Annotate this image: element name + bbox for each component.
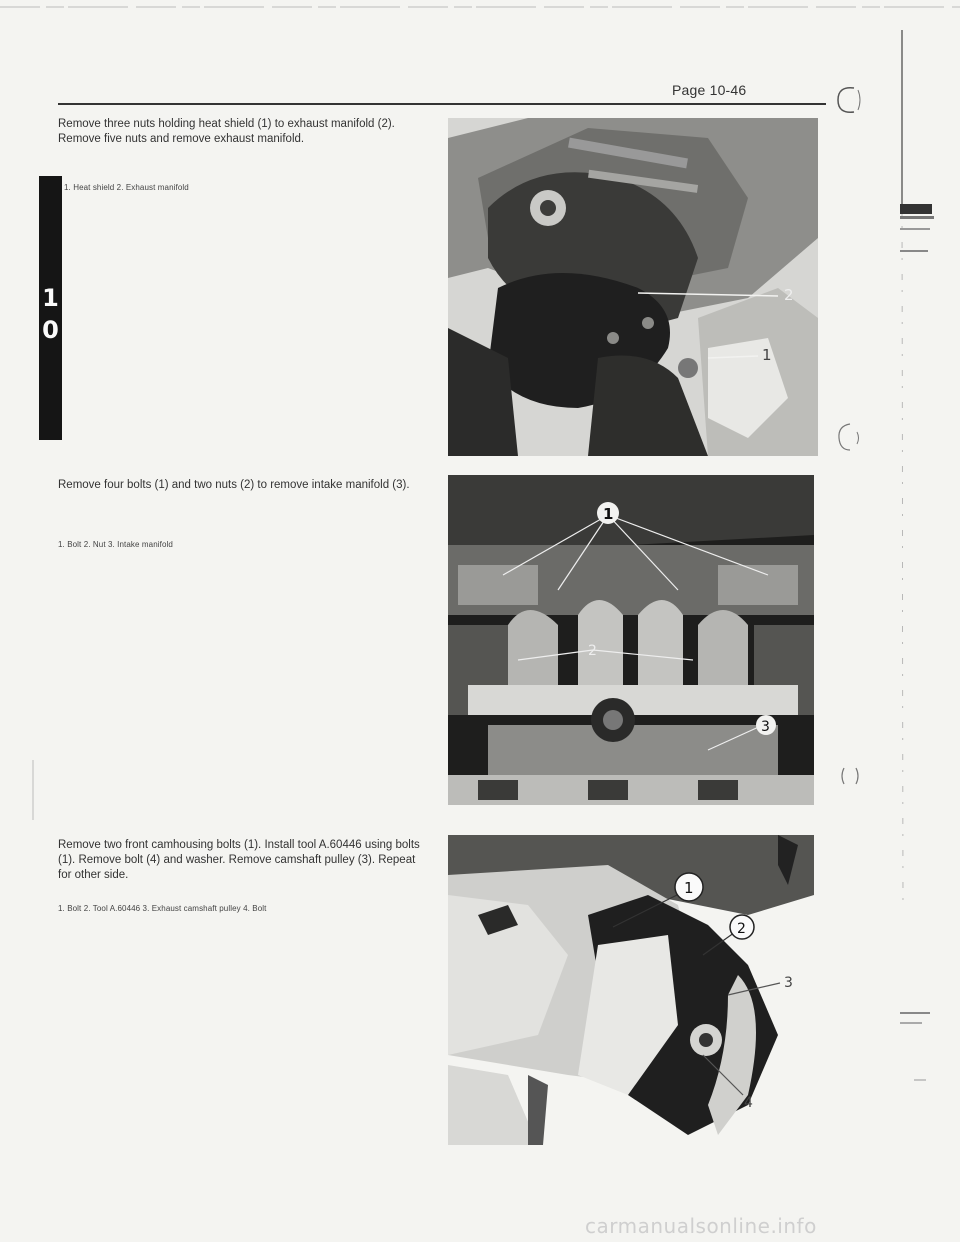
scan-edge-artifacts: [28, 760, 38, 840]
step-caption: 1. Bolt 2. Tool A.60446 3. Exhaust camshaft pulley 4. Bolt: [58, 904, 267, 913]
photo-label: 2: [784, 286, 794, 304]
page-number: Page 10-46: [672, 82, 747, 98]
section-tab-digit: 1: [42, 284, 59, 312]
photo-label: 4: [744, 1095, 753, 1111]
step-instruction: Remove four bolts (1) and two nuts (2) to remove intake manifold (3).: [58, 479, 410, 491]
intake-manifold-photo: [448, 475, 814, 805]
scan-edge-noise: [0, 2, 960, 12]
binding-hole-icon: [828, 80, 868, 120]
binding-hole-icon: [830, 756, 870, 796]
camshaft-pulley-photo: [448, 835, 814, 1145]
photo-label: 1: [684, 879, 694, 897]
photo-label: 3: [761, 719, 770, 735]
step-caption: 1. Bolt 2. Nut 3. Intake manifold: [58, 540, 173, 549]
header-rule: [58, 103, 826, 105]
step-instruction: Remove three nuts holding heat shield (1) to exhaust manifold (2). Remove five nuts and remove exhaust manifold.: [58, 118, 395, 145]
photo-label: 1: [603, 505, 614, 523]
step-instruction: Remove two front camhousing bolts (1). Install tool A.60446 using bolts (1). Remove bolt (4) and washer. Remove camshaft pulley (3). Repeat for other side.: [58, 839, 420, 881]
section-tab-digit: 0: [42, 316, 59, 344]
exhaust-manifold-photo: [448, 118, 818, 456]
binding-hole-icon: [828, 418, 868, 458]
photo-label: 3: [784, 975, 793, 991]
site-watermark: carmanualsonline.info: [585, 1214, 817, 1238]
section-tab: [39, 176, 62, 440]
photo-label: 2: [588, 643, 597, 659]
photo-label: 2: [737, 921, 746, 937]
scan-edge-artifacts: [890, 10, 960, 1090]
photo-label: 1: [762, 346, 772, 364]
step-caption: 1. Heat shield 2. Exhaust manifold: [64, 183, 189, 192]
